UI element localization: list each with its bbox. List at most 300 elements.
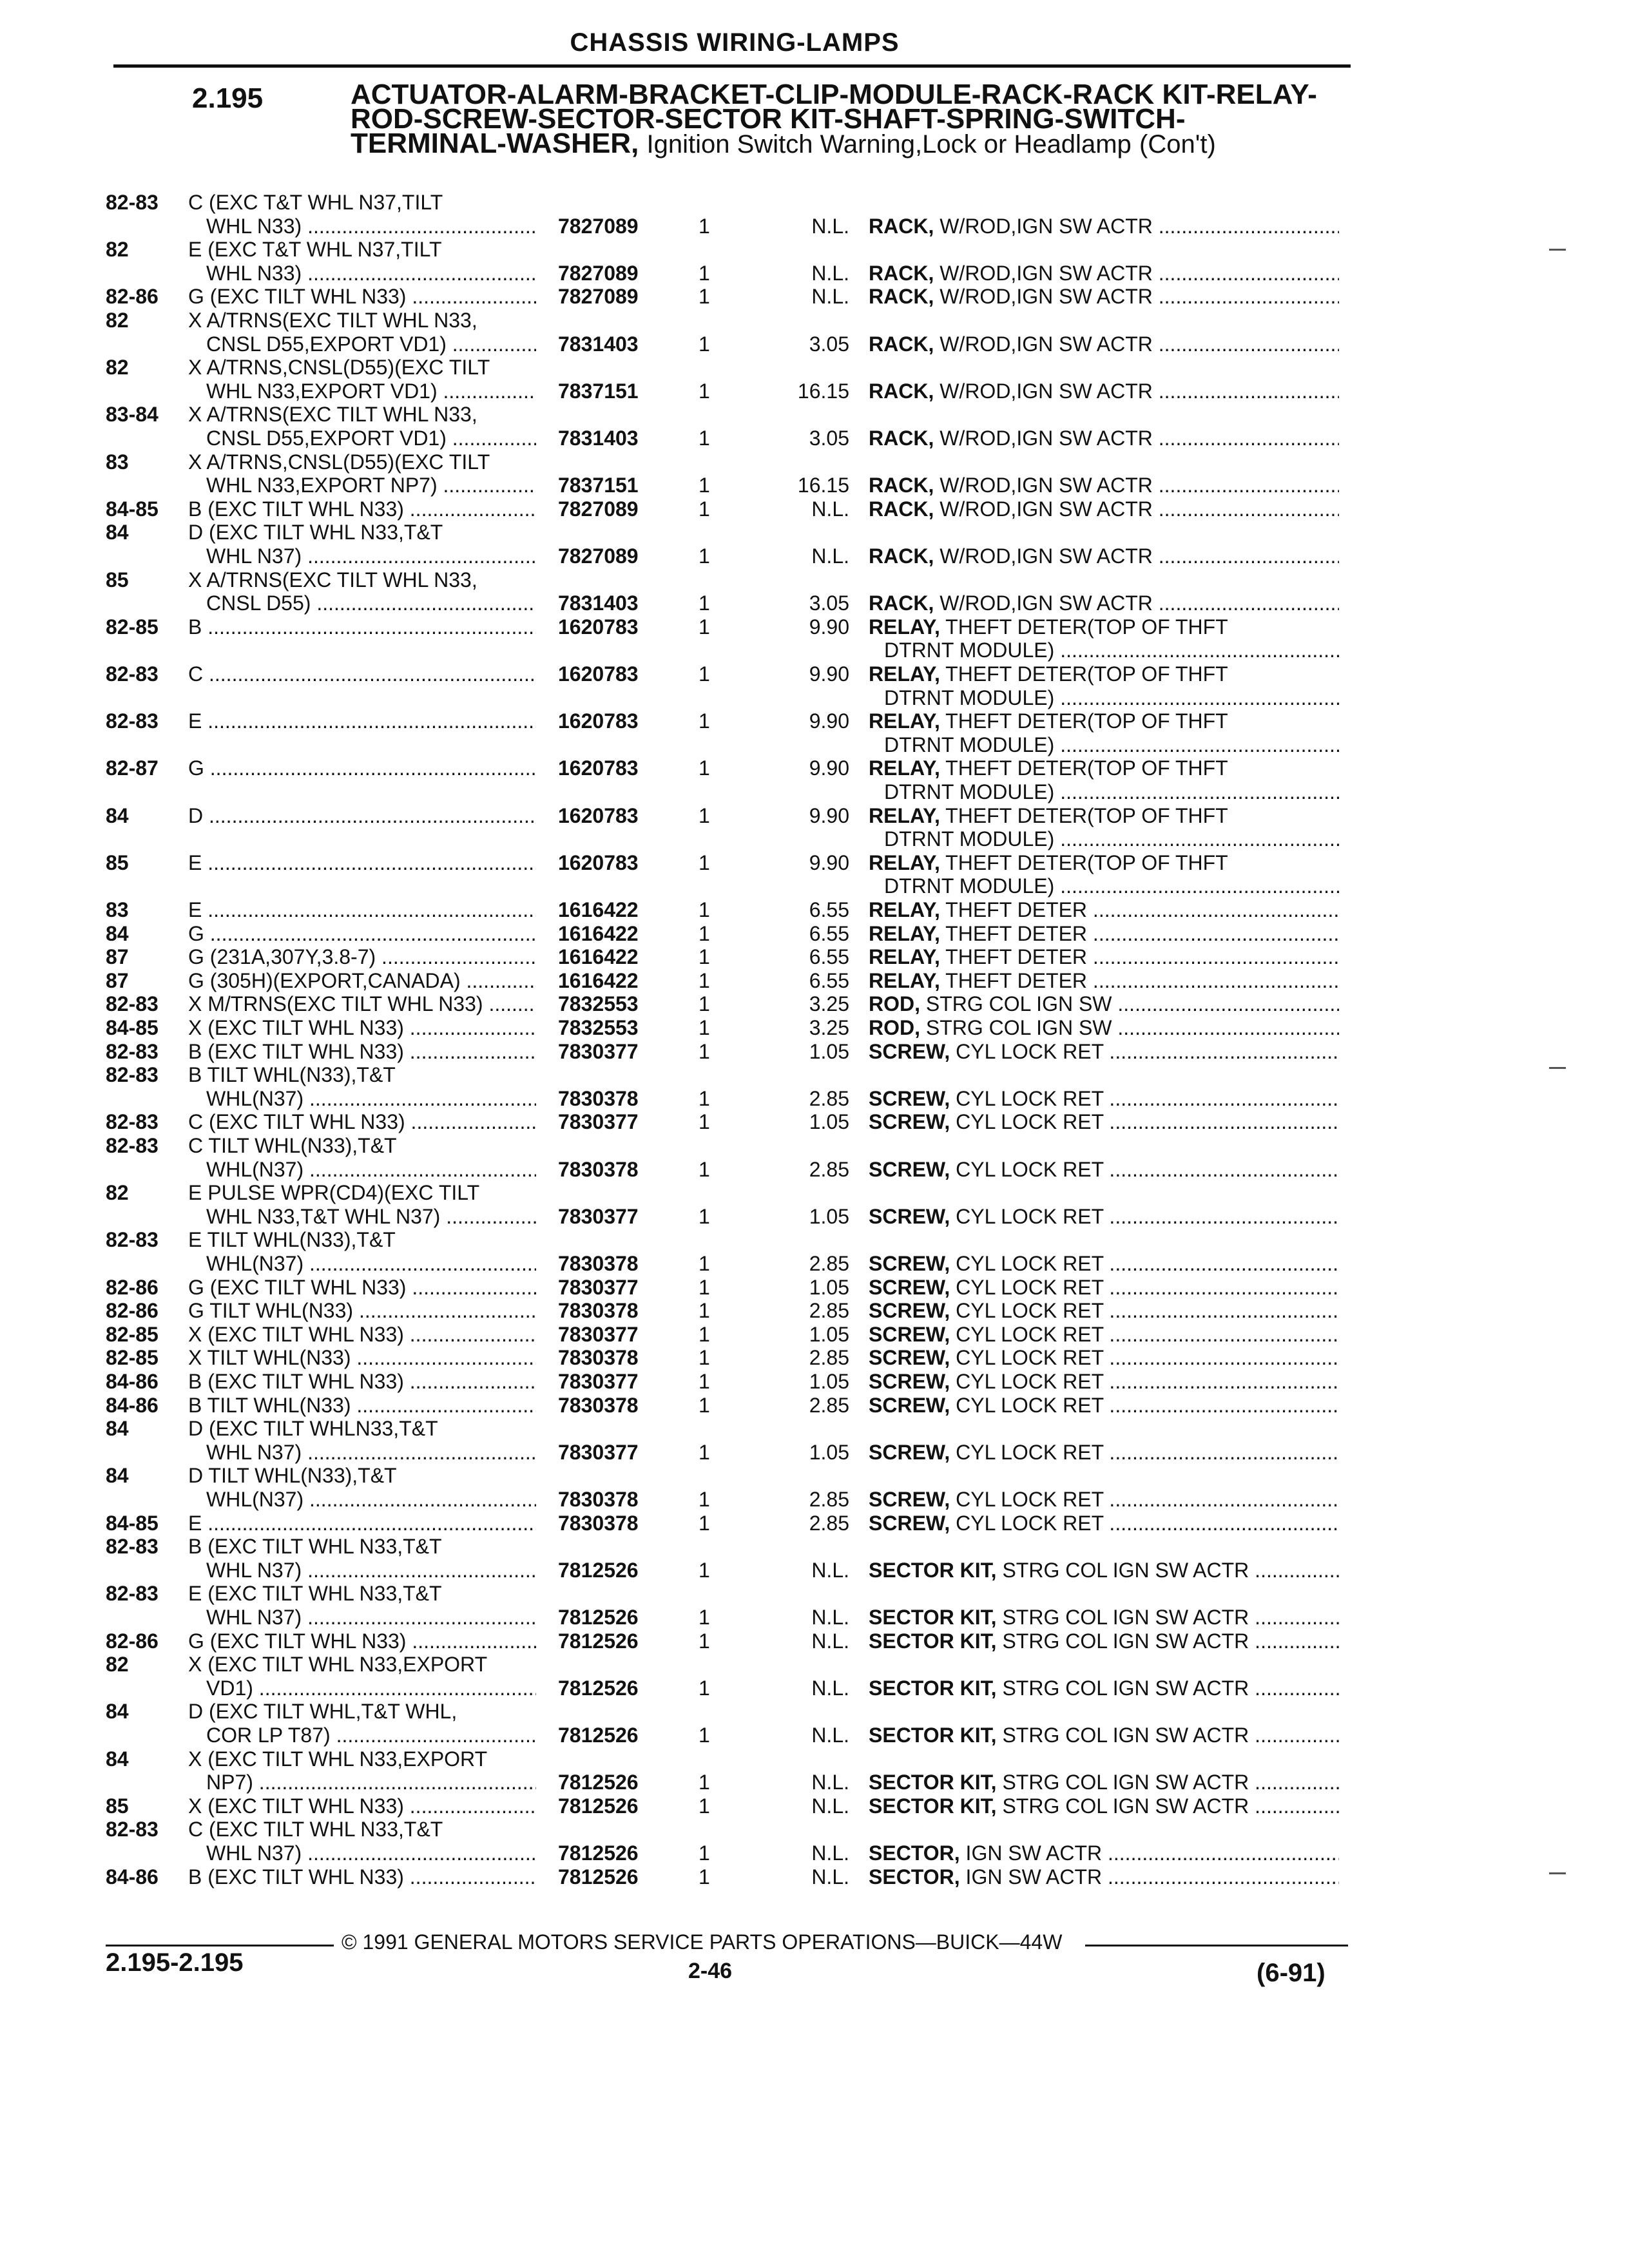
price: 2.85 bbox=[809, 1252, 849, 1275]
usage-description: COR LP T87) ..... bbox=[206, 1724, 536, 1747]
price: 9.90 bbox=[809, 756, 849, 780]
usage-description: VD1) ..... bbox=[206, 1677, 536, 1700]
part-description: SCREW, CYL LOCK RET ..... bbox=[869, 1441, 1339, 1464]
part-description: SCREW, CYL LOCK RET ..... bbox=[869, 1276, 1339, 1299]
part-number: 7837151 bbox=[558, 379, 639, 403]
part-description: SECTOR KIT, STRG COL IGN SW ACTR ..... bbox=[869, 1606, 1339, 1629]
usage-description: E ..... bbox=[188, 1512, 536, 1535]
part-number: 1616422 bbox=[558, 968, 639, 992]
part-description: RACK, W/ROD,IGN SW ACTR ..... bbox=[869, 332, 1339, 356]
price: 9.90 bbox=[809, 803, 849, 827]
usage-description: X A/TRNS(EXC TILT WHL N33, bbox=[188, 403, 477, 427]
part-number: 7827089 bbox=[558, 544, 639, 568]
usage-description: WHL(N37) ..... bbox=[206, 1087, 536, 1110]
margin-mark bbox=[1549, 249, 1566, 251]
model-year: 84 bbox=[106, 803, 129, 827]
price: 16.15 bbox=[797, 379, 849, 403]
part-number: 7812526 bbox=[558, 1841, 639, 1865]
usage-description: E (EXC TILT WHL N33,T&T bbox=[188, 1582, 442, 1606]
part-number: 7827089 bbox=[558, 497, 639, 521]
part-description: SCREW, CYL LOCK RET ..... bbox=[869, 1299, 1339, 1322]
usage-description: WHL N33,EXPORT NP7) ..... bbox=[206, 474, 536, 497]
part-description: DTRNT MODULE) ..... bbox=[884, 874, 1339, 898]
quantity: 1 bbox=[699, 803, 710, 827]
part-number: 7831403 bbox=[558, 591, 639, 615]
section-number: 2.195 bbox=[192, 82, 264, 114]
part-description: ROD, STRG COL IGN SW ..... bbox=[869, 1016, 1339, 1039]
price: 2.85 bbox=[809, 1511, 849, 1535]
model-year: 82 bbox=[106, 309, 129, 332]
model-year: 84-86 bbox=[106, 1865, 159, 1888]
price: N.L. bbox=[811, 544, 849, 568]
quantity: 1 bbox=[699, 1322, 710, 1346]
price: 6.55 bbox=[809, 921, 849, 945]
usage-description: WHL(N37) ..... bbox=[206, 1252, 536, 1275]
model-year: 82-85 bbox=[106, 1322, 159, 1346]
quantity: 1 bbox=[699, 261, 710, 285]
price: 1.05 bbox=[809, 1110, 849, 1134]
footer-page-number: 2-46 bbox=[688, 1959, 733, 1983]
usage-description: G (305H)(EXPORT,CANADA) ..... bbox=[188, 969, 536, 992]
price: 2.85 bbox=[809, 1488, 849, 1511]
part-number: 7830378 bbox=[558, 1299, 639, 1323]
model-year: 84 bbox=[106, 521, 129, 544]
price: 1.05 bbox=[809, 1204, 849, 1228]
usage-description: B TILT WHL(N33) ..... bbox=[188, 1394, 536, 1417]
usage-description: WHL N37) ..... bbox=[206, 1559, 536, 1582]
model-year: 82-86 bbox=[106, 1299, 159, 1323]
part-description: RACK, W/ROD,IGN SW ACTR ..... bbox=[869, 591, 1339, 615]
usage-description: G ..... bbox=[188, 756, 536, 780]
part-description: RACK, W/ROD,IGN SW ACTR ..... bbox=[869, 215, 1339, 238]
part-number: 7830378 bbox=[558, 1157, 639, 1181]
part-number: 7830378 bbox=[558, 1086, 639, 1110]
usage-description: CNSL D55) ..... bbox=[206, 591, 536, 615]
part-description: ROD, STRG COL IGN SW ..... bbox=[869, 992, 1339, 1015]
usage-description: G (EXC TILT WHL N33) ..... bbox=[188, 1629, 536, 1653]
quantity: 1 bbox=[699, 544, 710, 568]
quantity: 1 bbox=[699, 850, 710, 874]
part-description: DTRNT MODULE) ..... bbox=[884, 780, 1339, 803]
part-number: 1620783 bbox=[558, 709, 639, 733]
quantity: 1 bbox=[699, 474, 710, 497]
model-year: 84 bbox=[106, 1700, 129, 1724]
section-title bbox=[351, 79, 1317, 159]
part-number: 7827089 bbox=[558, 214, 639, 238]
price: N.L. bbox=[811, 1676, 849, 1700]
price: 6.55 bbox=[809, 898, 849, 921]
part-number: 7837151 bbox=[558, 474, 639, 497]
quantity: 1 bbox=[699, 1346, 710, 1370]
part-description: DTRNT MODULE) ..... bbox=[884, 733, 1339, 756]
model-year: 82-83 bbox=[106, 1535, 159, 1559]
part-number: 7831403 bbox=[558, 427, 639, 450]
usage-description: D TILT WHL(N33),T&T bbox=[188, 1464, 397, 1488]
usage-description: C (EXC T&T WHL N37,TILT bbox=[188, 191, 443, 214]
quantity: 1 bbox=[699, 1204, 710, 1228]
part-description: SCREW, CYL LOCK RET ..... bbox=[869, 1394, 1339, 1417]
part-number: 7832553 bbox=[558, 992, 639, 1016]
part-description: SECTOR KIT, STRG COL IGN SW ACTR ..... bbox=[869, 1794, 1339, 1818]
quantity: 1 bbox=[699, 427, 710, 450]
price: 2.85 bbox=[809, 1346, 849, 1370]
part-description: SCREW, CYL LOCK RET ..... bbox=[869, 1087, 1339, 1110]
model-year: 84-86 bbox=[106, 1370, 159, 1393]
usage-description: E ..... bbox=[188, 709, 536, 733]
part-number: 7830377 bbox=[558, 1370, 639, 1393]
usage-description: G (EXC TILT WHL N33) ..... bbox=[188, 285, 536, 308]
price: N.L. bbox=[811, 1558, 849, 1582]
part-number: 7812526 bbox=[558, 1771, 639, 1794]
quantity: 1 bbox=[699, 1606, 710, 1629]
quantity: 1 bbox=[699, 1865, 710, 1888]
part-number: 7830378 bbox=[558, 1252, 639, 1275]
price: 1.05 bbox=[809, 1322, 849, 1346]
price: 3.25 bbox=[809, 992, 849, 1016]
footer-revision-date: (6-91) bbox=[1257, 1959, 1325, 1987]
model-year: 82-85 bbox=[106, 615, 159, 639]
price: 1.05 bbox=[809, 1370, 849, 1393]
usage-description: C TILT WHL(N33),T&T bbox=[188, 1134, 397, 1157]
part-number: 1620783 bbox=[558, 615, 639, 639]
quantity: 1 bbox=[699, 591, 710, 615]
part-number: 7812526 bbox=[558, 1606, 639, 1629]
part-description: SCREW, CYL LOCK RET ..... bbox=[869, 1252, 1339, 1275]
model-year: 82 bbox=[106, 1653, 129, 1677]
quantity: 1 bbox=[699, 1252, 710, 1275]
price: 9.90 bbox=[809, 615, 849, 639]
quantity: 1 bbox=[699, 1157, 710, 1181]
model-year: 82-83 bbox=[106, 662, 159, 686]
part-number: 1616422 bbox=[558, 898, 639, 921]
part-number: 7830378 bbox=[558, 1393, 639, 1417]
usage-description: X (EXC TILT WHL N33,EXPORT bbox=[188, 1747, 488, 1771]
model-year: 82-85 bbox=[106, 1346, 159, 1370]
part-description: RACK, W/ROD,IGN SW ACTR ..... bbox=[869, 544, 1339, 568]
usage-description: D (EXC TILT WHLN33,T&T bbox=[188, 1417, 438, 1441]
part-description: SCREW, CYL LOCK RET ..... bbox=[869, 1040, 1339, 1063]
part-number: 7830377 bbox=[558, 1204, 639, 1228]
part-description: RACK, W/ROD,IGN SW ACTR ..... bbox=[869, 262, 1339, 285]
price: 1.05 bbox=[809, 1440, 849, 1464]
price: N.L. bbox=[811, 1841, 849, 1865]
usage-description: WHL N33,EXPORT VD1) ..... bbox=[206, 380, 536, 403]
quantity: 1 bbox=[699, 898, 710, 921]
part-description: SCREW, CYL LOCK RET ..... bbox=[869, 1346, 1339, 1369]
part-number: 7812526 bbox=[558, 1724, 639, 1747]
part-number: 7830377 bbox=[558, 1039, 639, 1063]
part-description: RELAY, THEFT DETER ..... bbox=[869, 898, 1339, 921]
footer-rule-left bbox=[106, 1945, 334, 1946]
price: N.L. bbox=[811, 1606, 849, 1629]
part-number: 1620783 bbox=[558, 850, 639, 874]
part-description: SECTOR KIT, STRG COL IGN SW ACTR ..... bbox=[869, 1559, 1339, 1582]
price: 2.85 bbox=[809, 1086, 849, 1110]
quantity: 1 bbox=[699, 1771, 710, 1794]
model-year: 83 bbox=[106, 898, 129, 921]
quantity: 1 bbox=[699, 1794, 710, 1818]
model-year: 84 bbox=[106, 1747, 129, 1771]
usage-description: G (EXC TILT WHL N33) ..... bbox=[188, 1276, 536, 1299]
price: N.L. bbox=[811, 214, 849, 238]
usage-description: WHL N33) ..... bbox=[206, 215, 536, 238]
usage-description: X A/TRNS(EXC TILT WHL N33, bbox=[188, 309, 477, 332]
section-title-main: ACTUATOR-ALARM-BRACKET-CLIP-MODULE-RACK-RACK KIT-RELAY-ROD-SCREW-SECTOR-SECTOR KIT-SHAFT-SPRING-SWITCH-TERMINAL-WASHER, bbox=[351, 79, 1317, 159]
price: 9.90 bbox=[809, 850, 849, 874]
usage-description: WHL N37) ..... bbox=[206, 1441, 536, 1464]
model-year: 87 bbox=[106, 945, 129, 969]
part-description: SCREW, CYL LOCK RET ..... bbox=[869, 1110, 1339, 1133]
part-number: 7830378 bbox=[558, 1346, 639, 1370]
usage-description: X (EXC TILT WHL N33) ..... bbox=[188, 1794, 536, 1818]
model-year: 82-83 bbox=[106, 1134, 159, 1157]
margin-mark bbox=[1549, 1872, 1566, 1874]
model-year: 82-83 bbox=[106, 191, 159, 214]
part-number: 7830377 bbox=[558, 1440, 639, 1464]
section-subtitle: Ignition Switch Warning,Lock or Headlamp bbox=[646, 130, 1132, 159]
quantity: 1 bbox=[699, 992, 710, 1016]
part-description: DTRNT MODULE) ..... bbox=[884, 639, 1339, 662]
model-year: 84 bbox=[106, 1417, 129, 1441]
model-year: 82-86 bbox=[106, 1629, 159, 1653]
usage-description: CNSL D55,EXPORT VD1) ..... bbox=[206, 332, 536, 356]
price: N.L. bbox=[811, 1794, 849, 1818]
part-number: 7812526 bbox=[558, 1865, 639, 1888]
part-description: SCREW, CYL LOCK RET ..... bbox=[869, 1488, 1339, 1511]
usage-description: B TILT WHL(N33),T&T bbox=[188, 1063, 396, 1087]
model-year: 82-83 bbox=[106, 1110, 159, 1134]
part-description: SCREW, CYL LOCK RET ..... bbox=[869, 1205, 1339, 1228]
usage-description: WHL(N37) ..... bbox=[206, 1488, 536, 1511]
part-description: SECTOR KIT, STRG COL IGN SW ACTR ..... bbox=[869, 1677, 1339, 1700]
part-description: RACK, W/ROD,IGN SW ACTR ..... bbox=[869, 380, 1339, 403]
price: 6.55 bbox=[809, 945, 849, 969]
part-description: SCREW, CYL LOCK RET ..... bbox=[869, 1370, 1339, 1393]
part-description: RELAY, THEFT DETER ..... bbox=[869, 969, 1339, 992]
quantity: 1 bbox=[699, 968, 710, 992]
model-year: 82 bbox=[106, 238, 129, 262]
quantity: 1 bbox=[699, 709, 710, 733]
quantity: 1 bbox=[699, 1370, 710, 1393]
model-year: 82-87 bbox=[106, 756, 159, 780]
price: 2.85 bbox=[809, 1157, 849, 1181]
quantity: 1 bbox=[699, 1086, 710, 1110]
price: N.L. bbox=[811, 1629, 849, 1653]
model-year: 84 bbox=[106, 921, 129, 945]
part-number: 7812526 bbox=[558, 1629, 639, 1653]
quantity: 1 bbox=[699, 1511, 710, 1535]
part-description: DTRNT MODULE) ..... bbox=[884, 686, 1339, 709]
quantity: 1 bbox=[699, 379, 710, 403]
quantity: 1 bbox=[699, 1629, 710, 1653]
quantity: 1 bbox=[699, 921, 710, 945]
part-description: SECTOR, IGN SW ACTR ..... bbox=[869, 1865, 1339, 1888]
usage-description: NP7) ..... bbox=[206, 1771, 536, 1794]
price: 9.90 bbox=[809, 709, 849, 733]
model-year: 82 bbox=[106, 1181, 129, 1205]
usage-description: C ..... bbox=[188, 662, 536, 686]
part-description: RACK, W/ROD,IGN SW ACTR ..... bbox=[869, 497, 1339, 521]
usage-description: B (EXC TILT WHL N33) ..... bbox=[188, 1370, 536, 1393]
usage-description: E ..... bbox=[188, 851, 536, 874]
model-year: 85 bbox=[106, 568, 129, 591]
footer-rule-right bbox=[1085, 1945, 1348, 1946]
quantity: 1 bbox=[699, 756, 710, 780]
price: 3.05 bbox=[809, 591, 849, 615]
usage-description: B ..... bbox=[188, 615, 536, 639]
model-year: 83 bbox=[106, 450, 129, 474]
part-number: 1616422 bbox=[558, 921, 639, 945]
price: 3.05 bbox=[809, 332, 849, 356]
price: 2.85 bbox=[809, 1299, 849, 1323]
price: 6.55 bbox=[809, 968, 849, 992]
quantity: 1 bbox=[699, 1676, 710, 1700]
quantity: 1 bbox=[699, 497, 710, 521]
model-year: 85 bbox=[106, 1794, 129, 1818]
part-description: SECTOR KIT, STRG COL IGN SW ACTR ..... bbox=[869, 1629, 1339, 1653]
quantity: 1 bbox=[699, 1558, 710, 1582]
model-year: 82 bbox=[106, 356, 129, 380]
model-year: 82-83 bbox=[106, 1039, 159, 1063]
usage-description: E PULSE WPR(CD4)(EXC TILT bbox=[188, 1181, 480, 1205]
part-description: RELAY, THEFT DETER ..... bbox=[869, 922, 1339, 945]
quantity: 1 bbox=[699, 1275, 710, 1299]
part-number: 7812526 bbox=[558, 1676, 639, 1700]
price: N.L. bbox=[811, 497, 849, 521]
usage-description: X (EXC TILT WHL N33,EXPORT bbox=[188, 1653, 488, 1677]
quantity: 1 bbox=[699, 214, 710, 238]
part-description: RELAY, THEFT DETER ..... bbox=[869, 945, 1339, 968]
footer-copyright: © 1991 GENERAL MOTORS SERVICE PARTS OPERATIONS—BUICK—44W bbox=[342, 1930, 1063, 1954]
model-year: 84-85 bbox=[106, 1016, 159, 1039]
price: 2.85 bbox=[809, 1393, 849, 1417]
part-number: 1616422 bbox=[558, 945, 639, 969]
part-number: 7830377 bbox=[558, 1275, 639, 1299]
model-year: 82-83 bbox=[106, 1063, 159, 1087]
usage-description: WHL N33,T&T WHL N37) ..... bbox=[206, 1205, 536, 1228]
model-year: 87 bbox=[106, 968, 129, 992]
quantity: 1 bbox=[699, 1488, 710, 1511]
price: N.L. bbox=[811, 1771, 849, 1794]
quantity: 1 bbox=[699, 1724, 710, 1747]
usage-description: D (EXC TILT WHL N33,T&T bbox=[188, 521, 443, 544]
model-year: 82-83 bbox=[106, 709, 159, 733]
usage-description: X TILT WHL(N33) ..... bbox=[188, 1346, 536, 1369]
quantity: 1 bbox=[699, 1039, 710, 1063]
usage-description: E TILT WHL(N33),T&T bbox=[188, 1228, 396, 1252]
part-number: 7830377 bbox=[558, 1322, 639, 1346]
part-description: SCREW, CYL LOCK RET ..... bbox=[869, 1512, 1339, 1535]
quantity: 1 bbox=[699, 615, 710, 639]
usage-description: CNSL D55,EXPORT VD1) ..... bbox=[206, 427, 536, 450]
usage-description: WHL N37) ..... bbox=[206, 1606, 536, 1629]
part-description: RELAY, THEFT DETER(TOP OF THFT bbox=[869, 756, 1228, 780]
part-description: SCREW, CYL LOCK RET ..... bbox=[869, 1158, 1339, 1181]
usage-description: WHL N37) ..... bbox=[206, 544, 536, 568]
section-continued: (Con't) bbox=[1139, 130, 1216, 159]
price: N.L. bbox=[811, 1724, 849, 1747]
quantity: 1 bbox=[699, 285, 710, 309]
usage-description: WHL N33) ..... bbox=[206, 262, 536, 285]
price: 9.90 bbox=[809, 662, 849, 686]
model-year: 82-83 bbox=[106, 992, 159, 1016]
page-header-title: CHASSIS WIRING-LAMPS bbox=[570, 28, 900, 57]
quantity: 1 bbox=[699, 1841, 710, 1865]
model-year: 82-83 bbox=[106, 1582, 159, 1606]
part-description: SECTOR KIT, STRG COL IGN SW ACTR ..... bbox=[869, 1771, 1339, 1794]
usage-description: B (EXC TILT WHL N33) ..... bbox=[188, 1865, 536, 1888]
usage-description: X (EXC TILT WHL N33) ..... bbox=[188, 1016, 536, 1039]
model-year: 85 bbox=[106, 850, 129, 874]
usage-description: C (EXC TILT WHL N33,T&T bbox=[188, 1818, 443, 1841]
part-number: 7830377 bbox=[558, 1110, 639, 1134]
usage-description: WHL N37) ..... bbox=[206, 1841, 536, 1865]
usage-description: E ..... bbox=[188, 898, 536, 921]
part-description: RELAY, THEFT DETER(TOP OF THFT bbox=[869, 803, 1228, 827]
usage-description: B (EXC TILT WHL N33) ..... bbox=[188, 497, 536, 521]
part-number: 7830378 bbox=[558, 1488, 639, 1511]
model-year: 84-86 bbox=[106, 1393, 159, 1417]
part-description: RELAY, THEFT DETER(TOP OF THFT bbox=[869, 709, 1228, 733]
quantity: 1 bbox=[699, 945, 710, 969]
price: 3.25 bbox=[809, 1016, 849, 1039]
part-number: 1620783 bbox=[558, 756, 639, 780]
model-year: 84 bbox=[106, 1464, 129, 1488]
model-year: 84-85 bbox=[106, 497, 159, 521]
part-number: 7827089 bbox=[558, 261, 639, 285]
usage-description: C (EXC TILT WHL N33) ..... bbox=[188, 1110, 536, 1133]
usage-description: X (EXC TILT WHL N33) ..... bbox=[188, 1323, 536, 1346]
price: 16.15 bbox=[797, 474, 849, 497]
model-year: 83-84 bbox=[106, 403, 159, 427]
part-description: RELAY, THEFT DETER(TOP OF THFT bbox=[869, 662, 1228, 686]
part-description: SCREW, CYL LOCK RET ..... bbox=[869, 1323, 1339, 1346]
part-number: 7832553 bbox=[558, 1016, 639, 1039]
part-description: DTRNT MODULE) ..... bbox=[884, 827, 1339, 850]
usage-description: WHL(N37) ..... bbox=[206, 1158, 536, 1181]
part-number: 7812526 bbox=[558, 1558, 639, 1582]
part-description: RELAY, THEFT DETER(TOP OF THFT bbox=[869, 850, 1228, 874]
usage-description: G TILT WHL(N33) ..... bbox=[188, 1299, 536, 1322]
usage-description: D ..... bbox=[188, 804, 536, 827]
usage-description: D (EXC TILT WHL,T&T WHL, bbox=[188, 1700, 458, 1724]
usage-description: X A/TRNS,CNSL(D55)(EXC TILT bbox=[188, 356, 490, 380]
part-description: RELAY, THEFT DETER(TOP OF THFT bbox=[869, 615, 1228, 639]
price: N.L. bbox=[811, 285, 849, 309]
footer-section-range: 2.195-2.195 bbox=[106, 1948, 244, 1977]
price: N.L. bbox=[811, 1865, 849, 1888]
usage-description: X A/TRNS(EXC TILT WHL N33, bbox=[188, 568, 477, 591]
part-number: 7827089 bbox=[558, 285, 639, 309]
model-year: 84-85 bbox=[106, 1511, 159, 1535]
part-description: RACK, W/ROD,IGN SW ACTR ..... bbox=[869, 285, 1339, 308]
quantity: 1 bbox=[699, 1393, 710, 1417]
usage-description: G ..... bbox=[188, 922, 536, 945]
part-number: 7812526 bbox=[558, 1794, 639, 1818]
part-number: 1620783 bbox=[558, 803, 639, 827]
usage-description: B (EXC TILT WHL N33,T&T bbox=[188, 1535, 442, 1559]
model-year: 82-83 bbox=[106, 1228, 159, 1252]
usage-description: G (231A,307Y,3.8-7) ..... bbox=[188, 945, 536, 968]
part-description: RACK, W/ROD,IGN SW ACTR ..... bbox=[869, 427, 1339, 450]
quantity: 1 bbox=[699, 1016, 710, 1039]
model-year: 82-86 bbox=[106, 285, 159, 309]
part-description: SECTOR, IGN SW ACTR ..... bbox=[869, 1841, 1339, 1865]
margin-mark bbox=[1549, 1067, 1566, 1069]
price: 1.05 bbox=[809, 1275, 849, 1299]
part-description: SECTOR KIT, STRG COL IGN SW ACTR ..... bbox=[869, 1724, 1339, 1747]
price: N.L. bbox=[811, 261, 849, 285]
